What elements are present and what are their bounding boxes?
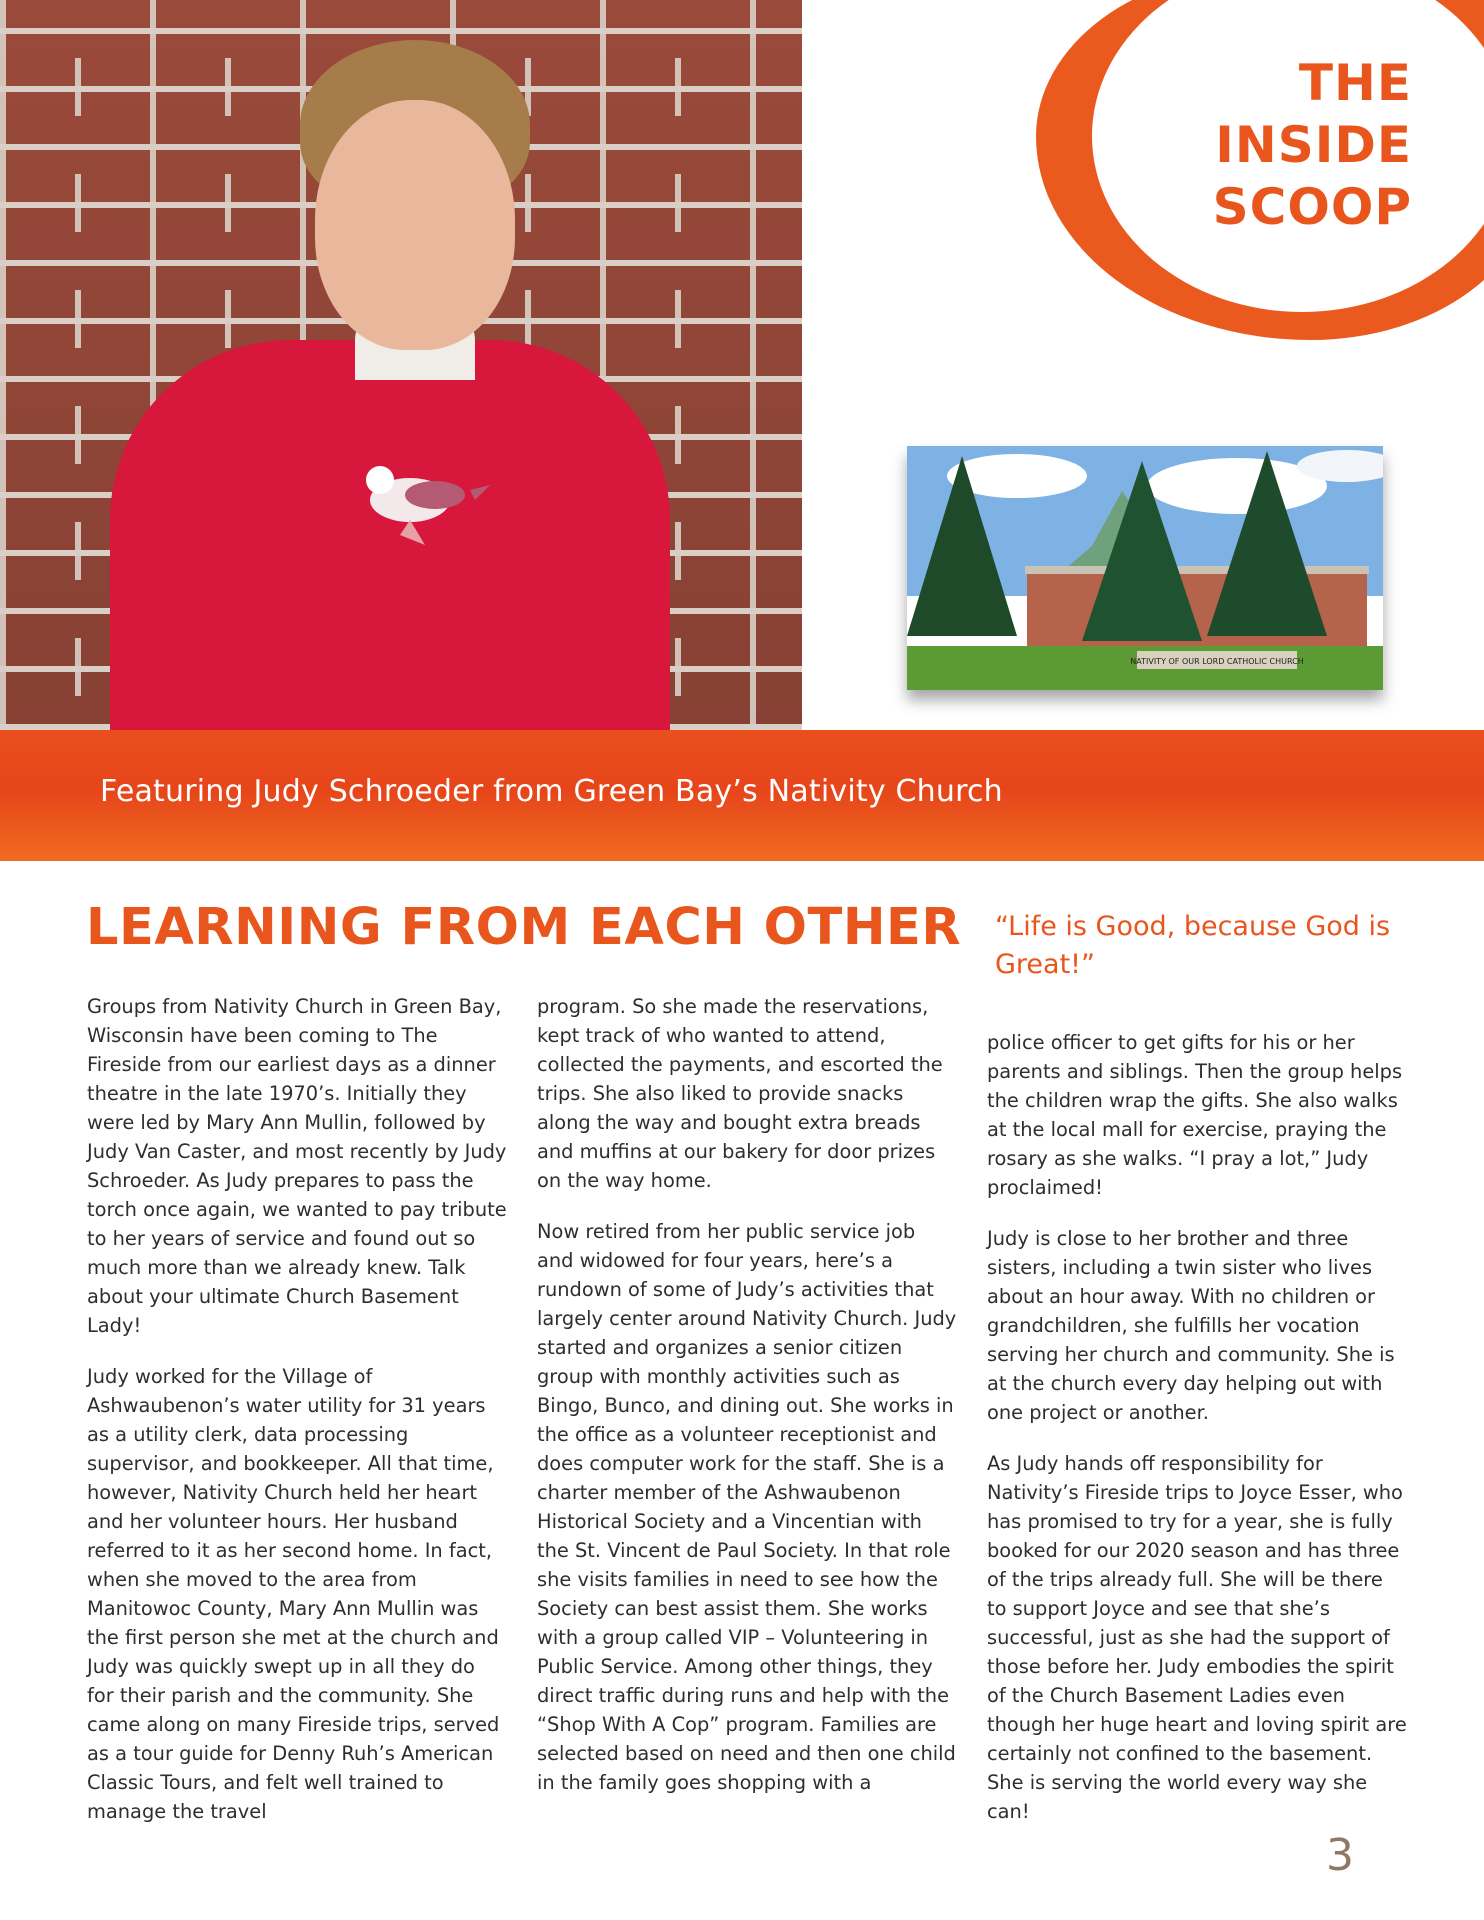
church-photo bbox=[907, 446, 1383, 690]
section-title-line-2: INSIDE bbox=[1215, 116, 1412, 174]
article-column-3 bbox=[987, 1028, 1407, 1848]
section-title-line-3: SCOOP bbox=[1212, 178, 1412, 236]
page-number: 3 bbox=[1326, 1830, 1354, 1881]
church-illustration bbox=[907, 446, 1383, 690]
cardinal-graphic bbox=[340, 440, 490, 550]
section-title-line-1: THE bbox=[1298, 54, 1412, 112]
paragraph: Now retired from her public service job and widowed for four years, here’s a rundown of some of Judy’s activities that largely center around Nativity Church. Judy started and organizes a senior citizen group with monthly activities such as Bingo, Bunco, and dining out. She works in the office as a volunteer receptionist and does computer work for the staff. She is a charter member of the Ashwaubenon Historical Society and a Vincentian with the St. Vincent de Paul Society. In that role she visits families in need to see how the Society can best assist them. She works with a group called VIP – Volunteering in Public Service. Among other things, they direct traffic during runs and help with the “Shop With A Cop” program. Families are selected based on need and then one child in the family goes shopping with a bbox=[537, 1220, 957, 1794]
paragraph: Groups from Nativity Church in Green Bay, Wisconsin have been coming to The Fireside from our earliest days as a dinner theatre in the late 1970’s. Initially they were led by Mary Ann Mullin, followed by Judy Van Caster, and most recently by Judy Schroeder. As Judy prepares to pass the torch once again, we wanted to pay tribute to her years of service and found out so much more than we already knew. Talk about your ultimate Church Basement Lady! bbox=[87, 995, 507, 1337]
paragraph: police officer to get gifts for his or her parents and siblings. Then the group helps the children wrap the gifts. She also walks at the local mall for exercise, praying the rosary as she walks. “I pray a lot,” Judy proclaimed! bbox=[987, 1031, 1403, 1199]
paragraph: Judy worked for the Village of Ashwaubenon’s water utility for 31 years as a utility clerk, data processing supervisor, and bookkeeper. All that time, however, Nativity Church held her heart and her volunteer hours. Her husband referred to it as her second home. In fact, when she moved to the area from Manitowoc County, Mary Ann Mullin was the first person she met at the church and Judy was quickly swept up in all they do for their parish and the community. She came along on many Fireside trips, served as a tour guide for Denny Ruh’s American Classic Tours, and felt well trained to manage the travel bbox=[87, 1365, 500, 1823]
section-title bbox=[1152, 52, 1412, 238]
article-column-2 bbox=[537, 992, 957, 1819]
article-headline: LEARNING FROM EACH OTHER bbox=[86, 898, 962, 957]
portrait-photo bbox=[0, 0, 802, 730]
article-column-1 bbox=[87, 992, 507, 1848]
banner-text: Featuring Judy Schroeder from Green Bay’s Nativity Church bbox=[100, 774, 1003, 809]
person-figure bbox=[110, 40, 670, 730]
church-sign-text: NATIVITY OF OUR LORD CATHOLIC CHURCH bbox=[1130, 657, 1304, 666]
pull-quote: “Life is Good, because God is Great!” bbox=[995, 911, 1391, 980]
paragraph: program. So she made the reservations, kept track of who wanted to attend, collected the payments, and escorted the trips. She also liked to provide snacks along the way and bought extra breads and muffins at our bakery for door prizes on the way home. bbox=[537, 995, 943, 1192]
paragraph: Judy is close to her brother and three sisters, including a twin sister who lives about an hour away. With no children or grandchildren, she fulfills her vocation serving her church and community. She is at the church every day helping out with one project or another. bbox=[987, 1227, 1395, 1424]
paragraph: As Judy hands off responsibility for Nativity’s Fireside trips to Joyce Esser, who has promised to try for a year, she is fully booked for our 2020 season and has three of the trips already full. She will be there to support Joyce and see that she’s successful, just as she had the support of those before her. Judy embodies the spirit of the Church Basement Ladies even though her huge heart and loving spirit are certainly not confined to the basement. She is serving the world every way she can! bbox=[987, 1452, 1407, 1823]
